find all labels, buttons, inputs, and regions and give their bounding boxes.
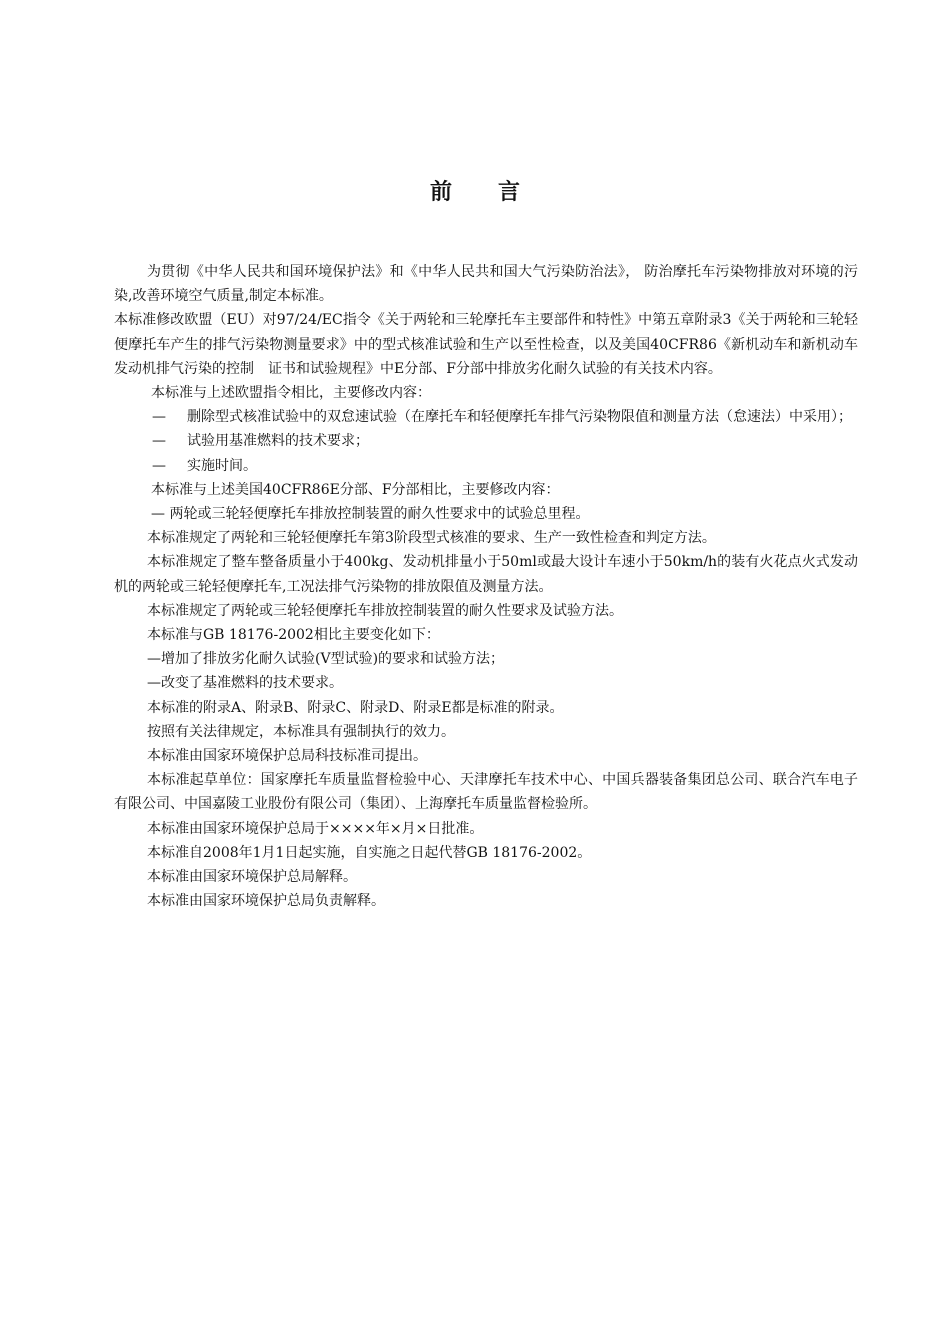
dash-icon: — [152, 409, 166, 426]
paragraph-change-2: —改变了基准燃料的技术要求。 [147, 675, 343, 692]
paragraph-drafters: 本标准起草单位：国家摩托车质量监督检验中心、天津摩托车技术中心、中国兵器装备集团总公司、联合汽车电子有限公司、中国嘉陵工业股份有限公司（集团）、上海摩托车质量监督检验所。 [114, 772, 858, 813]
list-item [114, 454, 858, 478]
list-item [114, 429, 858, 453]
list-item-text: 试验用基准燃料的技术要求； [187, 433, 369, 450]
paragraph-proposed: 本标准由国家环境保护总局科技标准司提出。 [147, 748, 427, 765]
paragraph-scope-1: 本标准规定了两轮和三轮轻便摩托车第3阶段型式核准的要求、生产一致性检查和判定方法。 [147, 530, 716, 547]
paragraph-us-compare: 本标准与上述美国40CFR86E分部、F分部相比，主要修改内容： [151, 481, 560, 498]
paragraph-change-1: —增加了排放劣化耐久试验(Ⅴ型试验)的要求和试验方法； [147, 651, 505, 668]
dash-icon: — [152, 433, 166, 450]
paragraph-responsible: 本标准由国家环境保护总局负责解释。 [147, 893, 385, 910]
paragraph-purpose: 为贯彻《中华人民共和国环境保护法》和《中华人民共和国大气污染防治法》， 防治摩托车污染物排放对环境的污染,改善环境空气质量,制定本标准。 [114, 264, 858, 305]
paragraph-eu-compare: 本标准与上述欧盟指令相比，主要修改内容： [151, 385, 431, 402]
list-item [114, 405, 858, 429]
paragraph-approved: 本标准由国家环境保护总局于××××年×月×日批准。 [147, 820, 484, 837]
paragraph-mandatory: 按照有关法律规定，本标准具有强制执行的效力。 [147, 723, 455, 740]
paragraph-effective: 本标准自2008年1月1日起实施，自实施之日起代替GB 18176-2002。 [147, 844, 592, 861]
paragraph-scope-3: 本标准规定了两轮或三轮轻便摩托车排放控制装置的耐久性要求及试验方法。 [147, 602, 623, 619]
paragraph-eu-modification: 本标准修改欧盟（EU）对97/24/EC指令《关于两轮和三轮摩托车主要部件和特性》中第五章附录3《关于两轮和三轮轻便摩托车产生的排气污染物测量要求》中的型式核准试验和生产以至性检查，以及美国40CFR86《新机动车和新机动车发动机排气污染的控制 证书和试验规程》中E分部、F分部中排放劣化耐久试验的有关技术内容。 [114, 312, 858, 377]
dash-icon: — [152, 457, 166, 474]
list-item-text: 实施时间。 [187, 457, 257, 474]
paragraph-annexes: 本标准的附录A、附录B、附录C、附录D、附录E都是标准的附录。 [147, 699, 564, 716]
paragraph-scope-2: 本标准规定了整车整备质量小于400kg、发动机排量小于50ml或最大设计车速小于50km/h的装有火花点火式发动机的两轮或三轮轻便摩托车,工况法排气污染物的排放限值及测量方法。 [114, 554, 858, 595]
preface-body [114, 260, 858, 913]
paragraph-changes: 本标准与GB 18176-2002相比主要变化如下： [147, 627, 440, 644]
paragraph-us-item: — 两轮或三轮轻便摩托车排放控制装置的耐久性要求中的试验总里程。 [151, 506, 590, 523]
paragraph-interpretation: 本标准由国家环境保护总局解释。 [147, 869, 357, 886]
list-item-text: 删除型式核准试验中的双怠速试验（在摩托车和轻便摩托车排气污染物限值和测量方法（怠速法）中采用）； [187, 409, 852, 426]
page-title: 前言 [429, 179, 566, 205]
